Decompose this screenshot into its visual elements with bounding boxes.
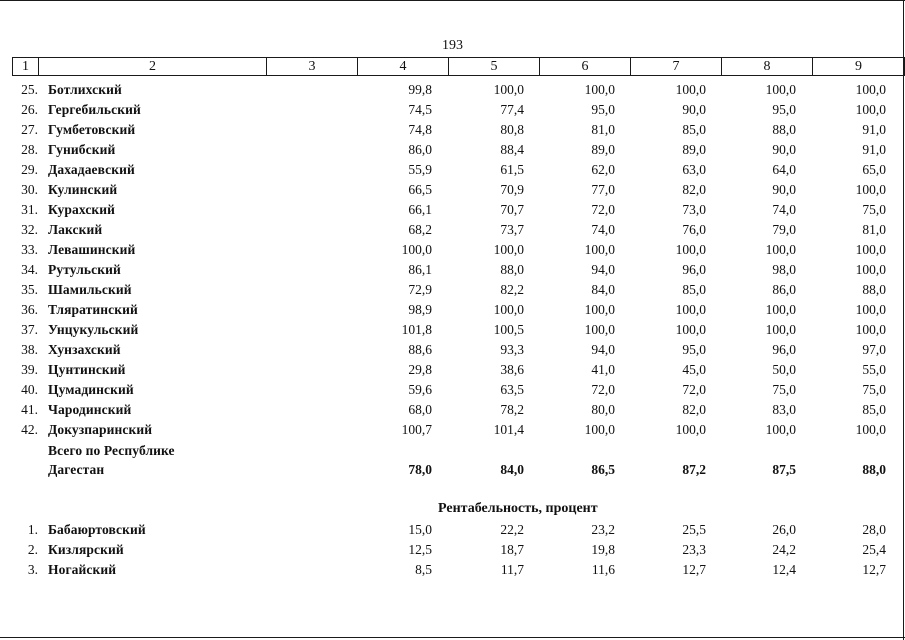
table-row xyxy=(12,260,904,280)
table-row xyxy=(12,380,904,400)
value-col-9: 81,0 xyxy=(862,222,886,237)
value-col-6: 80,0 xyxy=(591,402,615,417)
value-col-9: 100,0 xyxy=(855,82,886,97)
table-row xyxy=(12,420,904,440)
value-col-5: 100,0 xyxy=(493,242,524,257)
value-col-6: 84,0 xyxy=(591,282,615,297)
district-name: Цунтинский xyxy=(48,362,126,377)
value-col-6: 72,0 xyxy=(591,382,615,397)
value-col-5: 88,0 xyxy=(500,262,524,277)
value-col-9: 100,0 xyxy=(855,322,886,337)
value-col-8: 74,0 xyxy=(772,202,796,217)
value-col-7: 12,7 xyxy=(682,562,706,577)
column-header-4: 4 xyxy=(358,58,449,76)
district-name: Курахский xyxy=(48,202,116,217)
value-col-8: 100,0 xyxy=(765,82,796,97)
district-name: Бабаюртовский xyxy=(48,522,146,537)
value-col-9: 75,0 xyxy=(862,202,886,217)
value-col-8: 100,0 xyxy=(765,242,796,257)
district-name: Гергебильский xyxy=(48,102,141,117)
value-col-8: 26,0 xyxy=(772,522,796,537)
value-col-5: 100,5 xyxy=(493,322,524,337)
value-col-6: 100,0 xyxy=(584,82,615,97)
value-col-4: 101,8 xyxy=(401,322,432,337)
value-col-9: 91,0 xyxy=(862,142,886,157)
row-number: 2. xyxy=(27,542,38,557)
table-row xyxy=(12,340,904,360)
value-col-9: 28,0 xyxy=(862,522,886,537)
value-col-9: 65,0 xyxy=(862,162,886,177)
value-col-5: 70,9 xyxy=(500,182,524,197)
value-col-6: 81,0 xyxy=(591,122,615,137)
value-col-4: 100,7 xyxy=(401,422,432,437)
value-col-9: 12,7 xyxy=(862,562,886,577)
value-col-4: 12,5 xyxy=(408,542,432,557)
row-number: 40. xyxy=(21,382,38,397)
district-name: Кизлярский xyxy=(48,542,124,557)
value-col-7: 73,0 xyxy=(682,202,706,217)
value-col-6: 100,0 xyxy=(584,422,615,437)
row-number: 42. xyxy=(21,422,38,437)
value-col-5: 88,4 xyxy=(500,142,524,157)
value-col-7: 85,0 xyxy=(682,122,706,137)
value-col-6: 89,0 xyxy=(591,142,615,157)
value-col-7: 90,0 xyxy=(682,102,706,117)
value-col-5: 100,0 xyxy=(493,82,524,97)
column-header-5: 5 xyxy=(449,58,540,76)
district-name: Унцукульский xyxy=(48,322,139,337)
value-col-8: 50,0 xyxy=(772,362,796,377)
row-number: 34. xyxy=(21,262,38,277)
value-col-7: 63,0 xyxy=(682,162,706,177)
value-col-5: 93,3 xyxy=(500,342,524,357)
column-header-3: 3 xyxy=(267,58,358,76)
value-col-7: 89,0 xyxy=(682,142,706,157)
value-col-7: 100,0 xyxy=(675,422,706,437)
column-header-row xyxy=(12,57,905,76)
value-col-8: 79,0 xyxy=(772,222,796,237)
value-col-4: 68,2 xyxy=(408,222,432,237)
row-number: 38. xyxy=(21,342,38,357)
row-number: 29. xyxy=(21,162,38,177)
total-value-col-7: 87,2 xyxy=(682,462,706,477)
value-col-8: 12,4 xyxy=(772,562,796,577)
value-col-8: 98,0 xyxy=(772,262,796,277)
row-number: 26. xyxy=(21,102,38,117)
column-header-9: 9 xyxy=(813,58,905,76)
district-name: Гумбетовский xyxy=(48,122,136,137)
total-label-line-1: Всего по Республике xyxy=(48,443,175,458)
value-col-4: 66,1 xyxy=(408,202,432,217)
value-col-8: 95,0 xyxy=(772,102,796,117)
column-header-6: 6 xyxy=(540,58,631,76)
value-col-4: 8,5 xyxy=(415,562,432,577)
table-row xyxy=(12,400,904,420)
district-name: Цумадинский xyxy=(48,382,134,397)
district-name: Кулинский xyxy=(48,182,118,197)
value-col-6: 77,0 xyxy=(591,182,615,197)
value-col-8: 100,0 xyxy=(765,422,796,437)
value-col-4: 74,8 xyxy=(408,122,432,137)
row-number: 37. xyxy=(21,322,38,337)
value-col-7: 96,0 xyxy=(682,262,706,277)
value-col-5: 63,5 xyxy=(500,382,524,397)
total-value-col-4: 78,0 xyxy=(408,462,432,477)
page-number: 193 xyxy=(442,38,463,53)
value-col-5: 100,0 xyxy=(493,302,524,317)
value-col-6: 11,6 xyxy=(591,562,615,577)
value-col-9: 100,0 xyxy=(855,182,886,197)
value-col-8: 88,0 xyxy=(772,122,796,137)
value-col-7: 95,0 xyxy=(682,342,706,357)
value-col-7: 85,0 xyxy=(682,282,706,297)
value-col-5: 73,7 xyxy=(500,222,524,237)
value-col-5: 101,4 xyxy=(493,422,524,437)
value-col-8: 24,2 xyxy=(772,542,796,557)
value-col-6: 23,2 xyxy=(591,522,615,537)
total-value-col-8: 87,5 xyxy=(772,462,796,477)
table-row xyxy=(12,180,904,200)
district-name: Дахадаевский xyxy=(48,162,135,177)
value-col-5: 78,2 xyxy=(500,402,524,417)
table-row xyxy=(12,360,904,380)
value-col-4: 74,5 xyxy=(408,102,432,117)
total-row xyxy=(12,460,904,480)
value-col-7: 25,5 xyxy=(682,522,706,537)
value-col-6: 19,8 xyxy=(591,542,615,557)
value-col-7: 100,0 xyxy=(675,322,706,337)
value-col-9: 97,0 xyxy=(862,342,886,357)
district-name: Докузпаринский xyxy=(48,422,153,437)
value-col-5: 61,5 xyxy=(500,162,524,177)
value-col-5: 82,2 xyxy=(500,282,524,297)
district-name: Шамильский xyxy=(48,282,132,297)
value-col-4: 99,8 xyxy=(408,82,432,97)
value-col-4: 98,9 xyxy=(408,302,432,317)
value-col-8: 100,0 xyxy=(765,322,796,337)
value-col-5: 18,7 xyxy=(500,542,524,557)
value-col-7: 76,0 xyxy=(682,222,706,237)
column-header-7: 7 xyxy=(631,58,722,76)
value-col-4: 86,1 xyxy=(408,262,432,277)
value-col-6: 100,0 xyxy=(584,302,615,317)
row-number: 27. xyxy=(21,122,38,137)
value-col-5: 80,8 xyxy=(500,122,524,137)
table-row xyxy=(12,80,904,100)
value-col-5: 70,7 xyxy=(500,202,524,217)
total-value-col-9: 88,0 xyxy=(862,462,886,477)
table-row xyxy=(12,100,904,120)
column-header-1: 1 xyxy=(13,58,39,76)
row-number: 36. xyxy=(21,302,38,317)
district-name: Тляратинский xyxy=(48,302,138,317)
row-number: 39. xyxy=(21,362,38,377)
value-col-4: 100,0 xyxy=(401,242,432,257)
value-col-6: 94,0 xyxy=(591,342,615,357)
value-col-8: 96,0 xyxy=(772,342,796,357)
row-number: 32. xyxy=(21,222,38,237)
value-col-9: 55,0 xyxy=(862,362,886,377)
value-col-9: 91,0 xyxy=(862,122,886,137)
row-number: 28. xyxy=(21,142,38,157)
row-number: 35. xyxy=(21,282,38,297)
value-col-8: 83,0 xyxy=(772,402,796,417)
value-col-6: 100,0 xyxy=(584,322,615,337)
table-row xyxy=(12,280,904,300)
district-name: Чародинский xyxy=(48,402,132,417)
value-col-9: 100,0 xyxy=(855,242,886,257)
value-col-8: 86,0 xyxy=(772,282,796,297)
value-col-6: 41,0 xyxy=(591,362,615,377)
value-col-9: 100,0 xyxy=(855,302,886,317)
table-row xyxy=(12,160,904,180)
value-col-5: 77,4 xyxy=(500,102,524,117)
value-col-9: 100,0 xyxy=(855,102,886,117)
district-name: Ногайский xyxy=(48,562,117,577)
district-name: Левашинский xyxy=(48,242,136,257)
column-header-8: 8 xyxy=(722,58,813,76)
row-number: 1. xyxy=(27,522,38,537)
value-col-8: 100,0 xyxy=(765,302,796,317)
value-col-7: 100,0 xyxy=(675,302,706,317)
value-col-8: 90,0 xyxy=(772,142,796,157)
value-col-4: 15,0 xyxy=(408,522,432,537)
table-row xyxy=(12,240,904,260)
row-number: 31. xyxy=(21,202,38,217)
value-col-9: 85,0 xyxy=(862,402,886,417)
table-row xyxy=(12,120,904,140)
value-col-4: 86,0 xyxy=(408,142,432,157)
value-col-7: 82,0 xyxy=(682,402,706,417)
value-col-7: 23,3 xyxy=(682,542,706,557)
value-col-8: 64,0 xyxy=(772,162,796,177)
table-row xyxy=(12,220,904,240)
value-col-9: 100,0 xyxy=(855,262,886,277)
section-title: Рентабельность, процент xyxy=(438,501,598,516)
value-col-4: 68,0 xyxy=(408,402,432,417)
table-row xyxy=(12,560,904,580)
value-col-6: 95,0 xyxy=(591,102,615,117)
table-row xyxy=(12,520,904,540)
value-col-5: 38,6 xyxy=(500,362,524,377)
table-row xyxy=(12,140,904,160)
district-name: Хунзахский xyxy=(48,342,121,357)
total-label-row xyxy=(12,442,904,460)
value-col-7: 82,0 xyxy=(682,182,706,197)
bottom-border-line xyxy=(0,637,905,638)
value-col-7: 100,0 xyxy=(675,82,706,97)
district-name: Гунибский xyxy=(48,142,116,157)
value-col-6: 74,0 xyxy=(591,222,615,237)
value-col-6: 94,0 xyxy=(591,262,615,277)
value-col-4: 66,5 xyxy=(408,182,432,197)
table-row xyxy=(12,300,904,320)
value-col-9: 25,4 xyxy=(862,542,886,557)
value-col-4: 59,6 xyxy=(408,382,432,397)
row-number: 3. xyxy=(27,562,38,577)
value-col-9: 75,0 xyxy=(862,382,886,397)
value-col-7: 72,0 xyxy=(682,382,706,397)
table-row xyxy=(12,320,904,340)
value-col-9: 88,0 xyxy=(862,282,886,297)
column-header-2: 2 xyxy=(39,58,267,76)
top-border-line xyxy=(0,0,905,1)
value-col-5: 11,7 xyxy=(500,562,524,577)
value-col-7: 100,0 xyxy=(675,242,706,257)
district-name: Ботлихский xyxy=(48,82,122,97)
value-col-6: 72,0 xyxy=(591,202,615,217)
total-value-col-5: 84,0 xyxy=(500,462,524,477)
row-number: 33. xyxy=(21,242,38,257)
row-number: 30. xyxy=(21,182,38,197)
table-row xyxy=(12,540,904,560)
total-value-col-6: 86,5 xyxy=(591,462,615,477)
district-name: Лакский xyxy=(48,222,103,237)
value-col-8: 90,0 xyxy=(772,182,796,197)
value-col-8: 75,0 xyxy=(772,382,796,397)
value-col-4: 72,9 xyxy=(408,282,432,297)
row-number: 25. xyxy=(21,82,38,97)
value-col-9: 100,0 xyxy=(855,422,886,437)
total-label-line-2: Дагестан xyxy=(48,462,105,477)
district-name: Рутульский xyxy=(48,262,121,277)
row-number: 41. xyxy=(21,402,38,417)
table-row xyxy=(12,200,904,220)
value-col-4: 55,9 xyxy=(408,162,432,177)
value-col-7: 45,0 xyxy=(682,362,706,377)
value-col-4: 88,6 xyxy=(408,342,432,357)
value-col-5: 22,2 xyxy=(500,522,524,537)
value-col-4: 29,8 xyxy=(408,362,432,377)
value-col-6: 100,0 xyxy=(584,242,615,257)
value-col-6: 62,0 xyxy=(591,162,615,177)
